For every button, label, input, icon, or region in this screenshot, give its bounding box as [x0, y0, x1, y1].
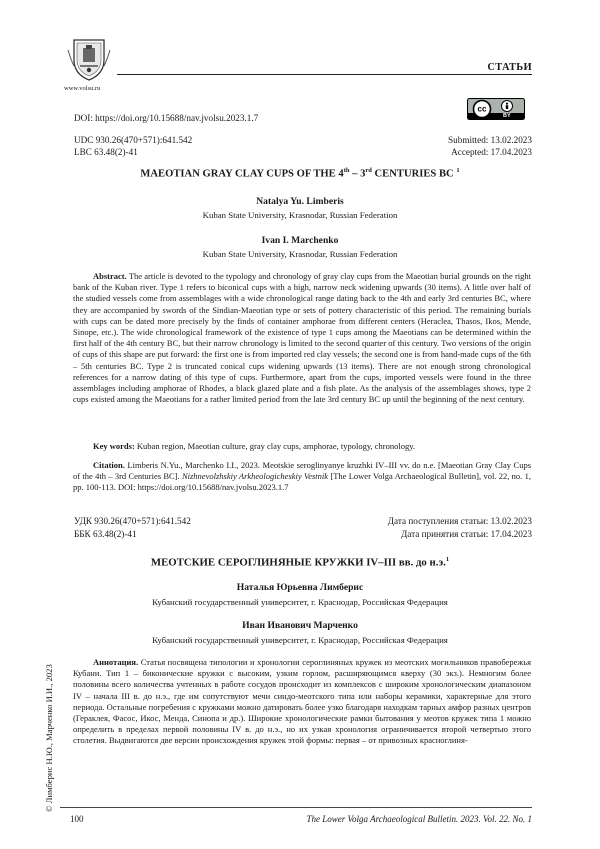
udc-code-ru: УДК 930.26(470+571):641.542 — [74, 516, 191, 526]
lbc-code-ru: ББК 63.48(2)-41 — [74, 528, 137, 539]
accepted-date: Accepted: 17.04.2023 — [451, 147, 532, 157]
site-url[interactable]: www.volsu.ru — [64, 85, 101, 92]
accepted-date-ru: Дата принятия статьи: 17.04.2023 — [401, 528, 532, 539]
doi-link[interactable]: DOI: https://doi.org/10.15688/nav.jvolsu.2023.1.7 — [74, 113, 259, 123]
license-by-label: BY — [503, 112, 511, 119]
article-title-en: MAEOTIAN GRAY CLAY CUPS OF THE 4th – 3rd CENTURIES BC $^1$ — [140, 167, 460, 180]
udc-code: UDC 930.26(470+571):641.542 — [74, 135, 193, 145]
dates-ru — [388, 515, 532, 540]
journal-running-title: The Lower Volga Archaeological Bulletin. 2023. Vol. 22. No. 1 — [306, 814, 532, 824]
abstract-en: Abstract. The article is devoted to the typology and chronology of gray clay cups from the Maeotian burial grounds on the right bank of the Kuban river. Type 1 refers to biconical cups with a high, narrow neck widening upwards (30 items). A little over half of the studied vessels come from assemblages with a wide chronological range dating back to the 4th and early 3rd centuries BC, where they are accompanied by swords of the Sindian-Maeotian type or sets of pottery characteristic of this period. The remaining burials with cups can be dated more precisely by the finds of container amphorae from different centers (Heraclea, Thasos, Ikos, Mende, Sinope, etc.). The wide chronological framework of the existence of type 1 cups among the Maeotians can be determined within the first half of the 4th century BC, but their narrow chronology is limited to the second quarter of this century. Two versions of the origin of cups of this shape are put forward: the first one is from imported red clay vessels; the second one is from hand-made cups of the 6th – 5th centuries BC. Type 2 is truncated conical cups widening upwards (13 items). There are not enough strong chronological references for a narrow dating of this type of cups. Furthermore, apart from the cups, imported vessels were found in the three assemblages including amphorae of Rhodes, a black glazed plate and a fish plate. As the analysis of the assemblages shows, type 2 cups existed among the Maeotians for a rather limited period from the late 3rd century BC up until the beginning of the next century. — [73, 271, 531, 405]
author-affiliation: Kuban State University, Krasnodar, Russian Federation — [202, 249, 398, 259]
author-name: Natalya Yu. Limberis — [256, 196, 344, 207]
classification-ru — [74, 515, 191, 540]
lbc-code: LBC 63.48(2)-41 — [74, 147, 138, 157]
dates-en — [448, 134, 532, 158]
citation-en: Citation. Limberis N.Yu., Marchenko I.I., 2023. Meotskie seroglinyanye kruzhki IV–III vv. do n.e. [Maeotian Gray Clay Cups of the 4th – 3rd Centuries BC]. Nizhnevolzhskiy Arkheologicheskiy Vestnik [The Lower Volga Archaeological Bulletin], vol. 22, no. 1, pp. 100-113. DOI: https://doi.org/10.15688/nav.jvolsu.2023.1.7 — [73, 460, 532, 493]
page-number: 100 — [70, 814, 84, 824]
author-affiliation: Kuban State University, Krasnodar, Russian Federation — [202, 210, 398, 220]
author-affiliation-ru: Кубанский государственный университет, г. Краснодар, Российская Федерация — [152, 597, 448, 607]
keywords-en: Key words: Kuban region, Maeotian culture, gray clay cups, amphorae, typology, chronology. — [93, 441, 416, 451]
svg-text:cc: cc — [477, 104, 487, 114]
cc-by-license-icon[interactable] — [467, 98, 525, 120]
copyright-vertical: © Лимберис Н.Ю., Марченко И.И., 2023 — [44, 664, 54, 812]
classification-en — [74, 134, 192, 158]
author-affiliation-ru: Кубанский государственный университет, г. Краснодар, Российская Федерация — [152, 635, 448, 645]
section-label: СТАТЬИ — [487, 62, 532, 73]
received-date-ru: Дата поступления статьи: 13.02.2023 — [387, 516, 532, 526]
abstract-ru: Аннотация. Статья посвящена типологии и хронологии сероглиняных кружек из меотских могильников правобережья Кубани. Тип 1 – биконические кружки с высоким, узким горлом, расширяющимся кверху (30 экз.). Немногим более половины всего количества учтенных в работе сосудов происходит из комплексов с широким хронологическим диапазоном IV – начала III в. до н.э., где им сопутствуют мечи синдо-меотского типа или наборы керамики, характерные для этого периода. Остальные погребения с кружками можно датировать более узко благодаря находкам тарных амфор разных центров (Гераклея, Фасос, Икос, Менда, Синопа и др.). Широкие хронологические рамки бытования у меотов кружек типа 1 можно определить в пределах первой половины IV в. до н.э., но их узкая хронология ограничивается второй четвертью этого столетия. Выдвигаются две версии происхождения кружек этой формы: первая – от привозных красноглиня- — [73, 657, 531, 746]
author-name-ru: Иван Иванович Марченко — [242, 620, 358, 631]
submitted-date: Submitted: 13.02.2023 — [448, 135, 532, 145]
header-divider — [117, 74, 532, 75]
title-footnote-ref[interactable]: 1 — [456, 167, 460, 174]
footer-divider — [60, 807, 532, 808]
author-name: Ivan I. Marchenko — [261, 235, 339, 246]
article-title-ru: МЕОТСКИЕ СЕРОГЛИНЯНЫЕ КРУЖКИ IV–III вв. до н.э.$^1$ — [150, 556, 450, 569]
university-crest-icon — [66, 36, 112, 82]
author-name-ru: Наталья Юрьевна Лимберис — [236, 582, 364, 593]
title-footnote-ref-ru[interactable]: 1 — [445, 556, 450, 563]
